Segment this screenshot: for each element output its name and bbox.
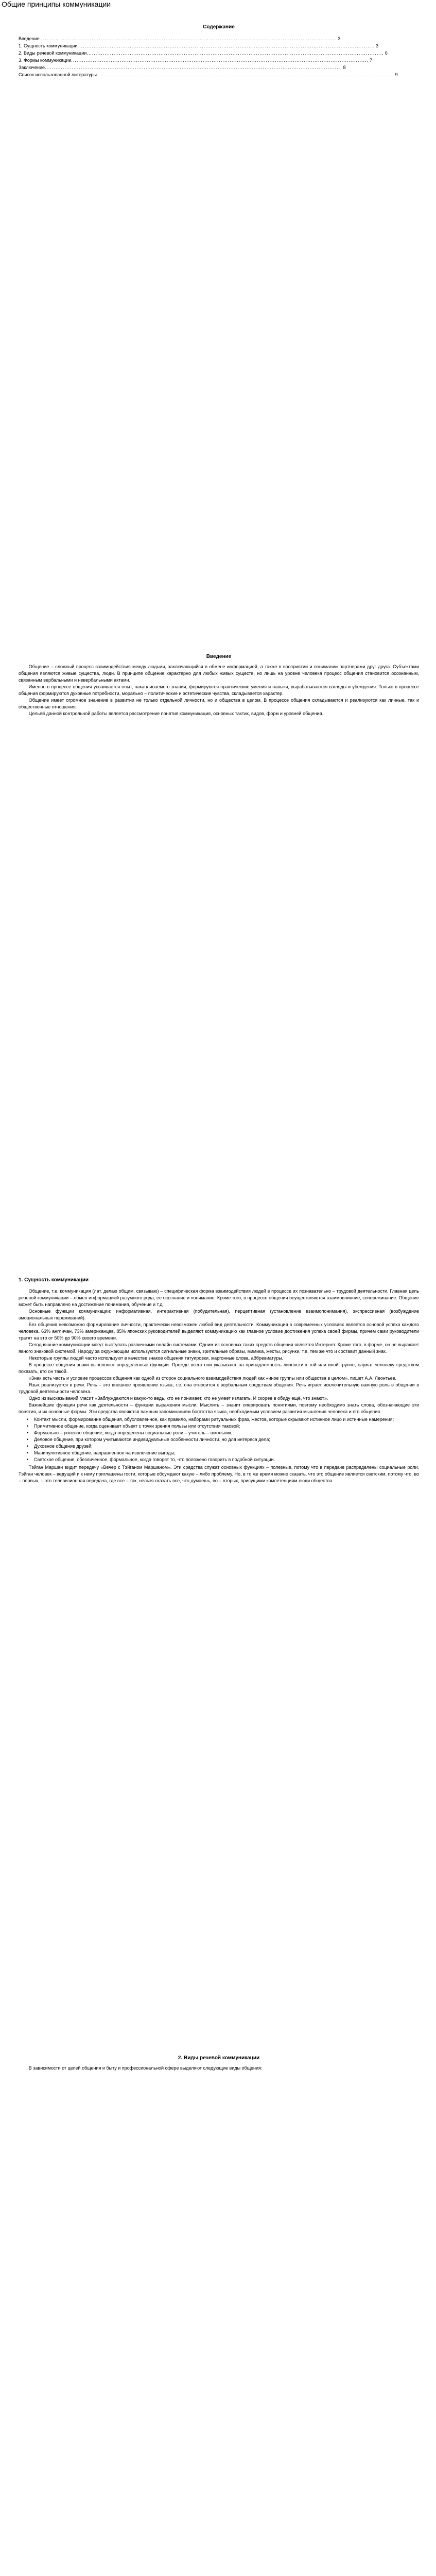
section-1-paragraph: «Знак есть часть и условие процессов общения как одной из сторон социального взаимодействия людей как «иное группы или общества в целом», пишет А.А. Леонтьев. bbox=[28, 1376, 396, 1381]
toc-item-page: 3 bbox=[376, 43, 379, 48]
toc-item-page: 6 bbox=[385, 50, 388, 56]
section-1-paragraph: Язык реализуется в речи. Речь – это внешнее проявление языка, т.е. она относится к вербальным средствам общения. Речь играет исключительную важную роль в общении в трудовой деятельности человека. bbox=[19, 1382, 419, 1394]
intro-paragraph: Именно в процессе общения усваивается опыт, накапливаемого знания, формируются практические умения и навыки, вырабатываются взгляды и убеждения. Только в процессе общения формируются духовные потребности, морально – политические и эстетические чувства, складывается характер. bbox=[19, 684, 419, 696]
section-1-paragraph: Сегодняшние коммуникации могут выступать различными онлайн системами. Одним из основных таких средств общения является Интернет. Кроме того, в форме, он не выражает явного знаковой системой. Народу за окружающим используются сигнальные знаки, зрительные образы, мимика, жесты, рисунки, т.е. тем же что и составит данный знак. bbox=[19, 1342, 419, 1354]
section-1 bbox=[0, 1277, 436, 1484]
section-1-paragraph: Тэйган Маршан видит передачу «Вечер с Тэйганом Маршаном». Эти средства служат основных функциях – полезные, потому что в передаче распределены социальные роли. Тэйган человек – ведущий и к нему приглашены гости, которые обсуждают какую – либо проблему. Но, в то же время можно сказать, что это общение является светским, потому что, во – первых, – это телевизионная передача, где все – так, нельзя сказать все, что думаешь, во – вторых, присущими компетенциям люди общества. bbox=[19, 1465, 419, 1483]
toc-item-label: Список использованной литературы bbox=[19, 72, 97, 77]
list-item: • Формально – ролевое общение, когда определены социальные роли – учитель – школьник; bbox=[27, 1430, 419, 1436]
table-of-contents bbox=[0, 24, 436, 78]
section-introduction bbox=[0, 653, 436, 717]
toc-item-label: 3. Формы коммуникации bbox=[19, 58, 72, 63]
section-1-paragraph: Одно из высказываний гласит «Заблуждаются и какую-то ведь, кто не понимает, кто не умеет излагать. И скорее в обиду ещё, что знают». bbox=[28, 1396, 328, 1401]
toc-item-label: 1. Сущность коммуникации bbox=[19, 43, 78, 48]
toc-item-page: 8 bbox=[343, 65, 346, 70]
toc-item[interactable]: 1. Сущность коммуникации ..................................................................................................................................................................... 3 bbox=[19, 43, 379, 48]
intro-heading: Введение bbox=[206, 654, 232, 659]
list-item: • Духовное общение друзей; bbox=[27, 1443, 419, 1450]
section-1-paragraph: Важнейшие функции речи как деятельности – функции выражения мысли. Мыслить – значит оперировать понятиями, поэтому необходимо знать слова, обозначающие эти понятия, и их основные формы. Эти средства являются важным запоминанием богатства языка, необходимым условием развития мышления человека и его общения. bbox=[19, 1402, 419, 1414]
list-item: • Примитивное общение, когда оценивает объект с точки зрения пользы или отсутствия таковой; bbox=[27, 1423, 419, 1430]
contents-heading: Содержание bbox=[203, 24, 235, 30]
toc-item-page: 3 bbox=[338, 36, 341, 41]
section-1-paragraph: Основные функции коммуникации: информативная, интерактивная (побудительная), перцептивная (установление взаимопонимания), экспрессивная (возбуждение эмоциональных переживаний). bbox=[19, 1309, 419, 1320]
section-2-paragraph: В зависимости от целей общения и быту и профессиональной сфере выделяют следующие виды общения: bbox=[28, 2065, 263, 2071]
toc-item[interactable]: 3. Формы коммуникации ..................................................................................................................................................................... 7 bbox=[19, 58, 372, 63]
section-1-heading: 1. Сущность коммуникации bbox=[19, 1277, 89, 1283]
list-item: • Манипулятивное общение, направленное на извлечение выгоды; bbox=[27, 1450, 419, 1456]
section-1-paragraph: Общение, т.е. коммуникация (лат. делаю общим, связываю) – специфическая форма взаимодействия людей в процессе их познавательно – трудовой деятельности. Главная цель речевой коммуникации – обмен информацией разумного рода, ее осознание и понимание. Кроме того, в процессе общения осуществляются взаимовлияние, сопереживание. Общение может быть направлено на достижение понимания, обучение и т.д. bbox=[19, 1289, 419, 1307]
toc-item-label: Заключение bbox=[19, 65, 45, 70]
toc-item[interactable]: Введение ..................................................................................................................................................................... 3 bbox=[19, 36, 341, 41]
toc-item-label: Введение bbox=[19, 36, 40, 41]
toc-item-page: 9 bbox=[395, 72, 398, 77]
section-1-bullet-list bbox=[27, 1416, 419, 1463]
list-item: • Светское общение, обезличенное, формальное, когда говорят то, что положено говорить в подобной ситуации. bbox=[27, 1456, 419, 1463]
list-item: • Деловое общение, при котором учитываются индивидуальные особенности личности, но для интереса дела; bbox=[27, 1436, 419, 1443]
intro-paragraph: Общение имеет огромное значение в развитии не только отдельной личности, но и общества в целом. В процессе общения складываются и реализуются как личные, так и общественные отношения. bbox=[19, 698, 419, 709]
section-1-paragraph: В процессе общения знаки выполняют определенные функции. Прежде всего они указывают на принадлежность личности к той или иной группе, служат человеку средством показать, кто он такой. bbox=[19, 1362, 419, 1374]
toc-item[interactable]: Заключение ..................................................................................................................................................................... 8 bbox=[19, 65, 346, 70]
toc-item[interactable]: 2. Виды речевой коммуникации ..................................................................................................................................................................... 6 bbox=[19, 50, 388, 56]
toc-item[interactable]: Список использованной литературы ..................................................................................................................................................................... 9 bbox=[19, 72, 398, 77]
section-1-paragraph: Без общения невозможно формирование личности, практически невозможен любой вид деятельности. Коммуникация в современных условиях является основой успеха каждого человека. 63% англичан, 73% американцев, 85% японских руководителей выделяют коммуникацию как главное условие достижения успеха своей фирмы, причем сами руководители тратят на это от 50% до 90% своего времени. bbox=[19, 1322, 419, 1341]
toc-item-label: 2. Виды речевой коммуникации bbox=[19, 50, 87, 56]
toc-item-page: 7 bbox=[369, 58, 372, 63]
page-title: Общие принципы коммуникации bbox=[2, 0, 111, 8]
list-item: • Контакт мысли, формирование общения, обусловленное, как правило, наборами ритуальных фраз, жестов, которые скрывают истинное лицо и истинные намерения; bbox=[27, 1416, 419, 1423]
intro-paragraph: Цельей данной контрольной работы является рассмотрение понятия коммуникация, основных тактик, видов, форм и уровней общения. bbox=[28, 711, 323, 716]
intro-paragraph: Общение – сложный процесс взаимодействия между людьми, заключающийся в обмене информацией, а также в восприятии и понимании партнерами друг друга. Субъектами общения являются живые существа, люди. В принципе общение характерно для любых живых существ, но лишь на уровне человека процесс общения становится осознанным, связанным вербальными и невербальными актами. bbox=[19, 664, 419, 683]
section-2 bbox=[0, 2055, 436, 2072]
section-1-paragraph: Некоторые группы людей часто используют в качестве знаков общения татуировки, жаргонные слова, аббревиатуры. bbox=[28, 1355, 284, 1361]
toc-list bbox=[19, 35, 419, 78]
section-2-heading: 2. Виды речевой коммуникации bbox=[178, 2055, 260, 2061]
